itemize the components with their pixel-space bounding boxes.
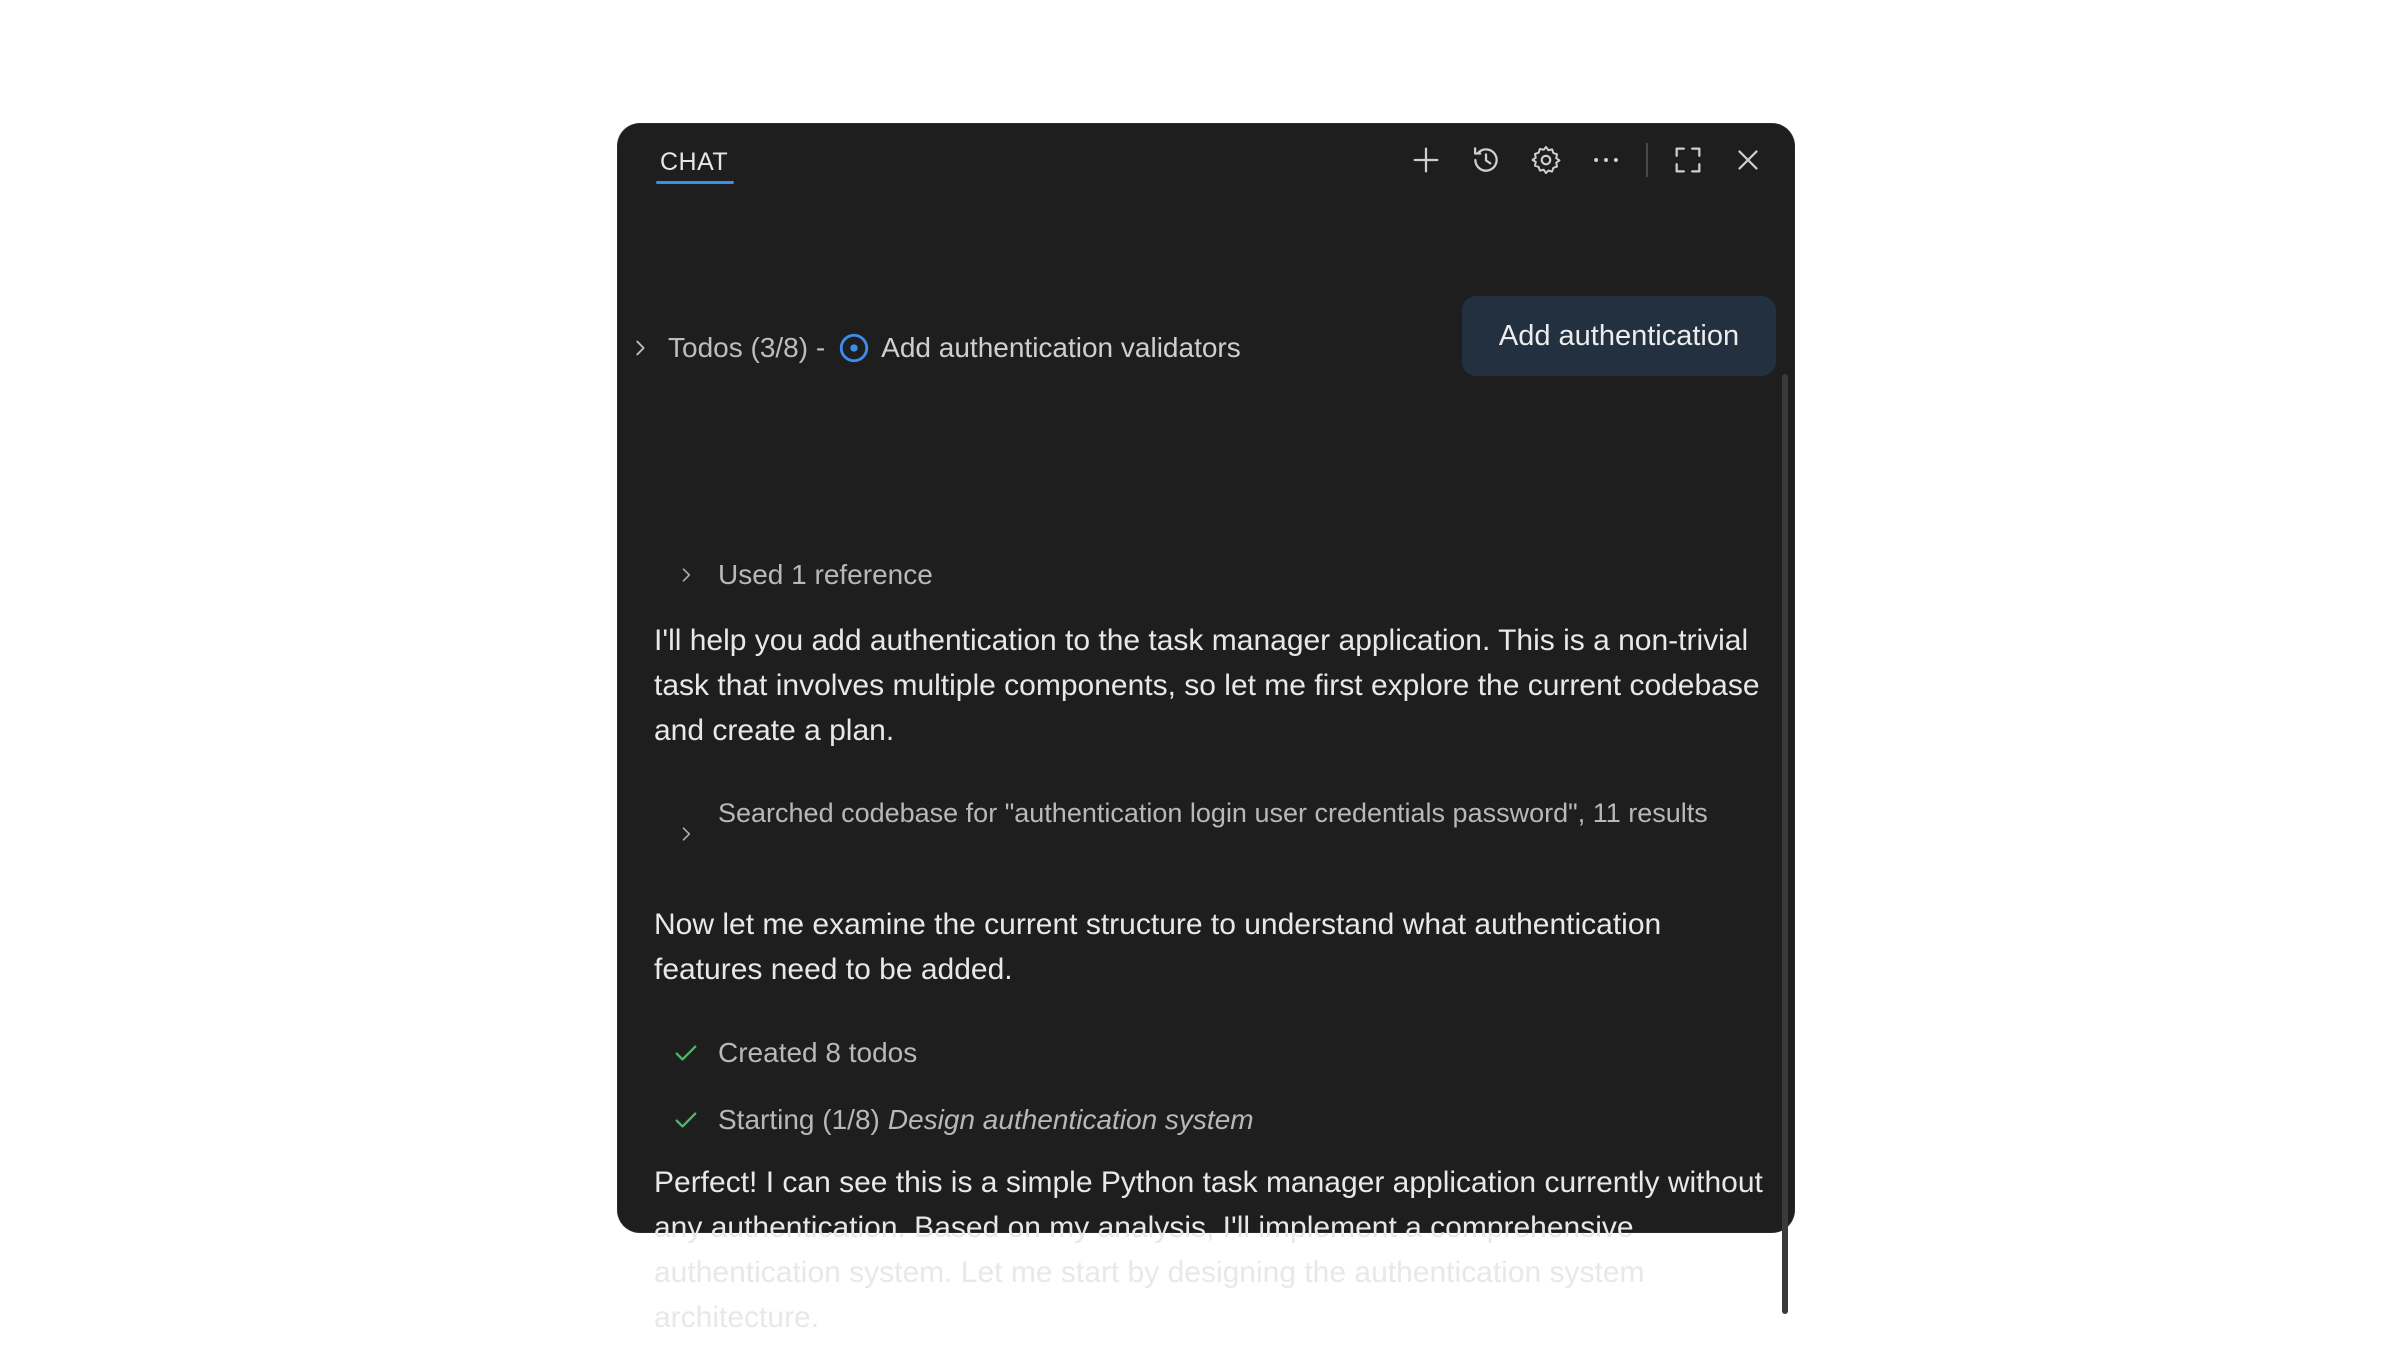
user-message-text: Add authentication [1498,319,1740,352]
title-actions [1390,136,1772,184]
chat-titlebar [618,124,1794,196]
todos-current-task: Add authentication validators [881,332,1241,363]
ellipsis-icon [1589,143,1623,177]
assistant-paragraph: Perfect! I can see this is a simple Python task manager application currently without any authentication. Based on my analysis, I'll implement a comprehensive authentication system. Let me start by designing the authentication system architecture. [654,1166,1763,1334]
history-button[interactable] [1462,136,1510,184]
assistant-paragraph: Now let me examine the current structure to understand what authentication features need to be added. [654,908,1662,986]
chevron-right-icon [668,792,704,855]
chevron-right-icon [626,337,654,359]
chat-panel [618,124,1794,1334]
assistant-paragraph: I'll help you add authentication to the task manager application. This is a non-trivial task that involves multiple components, so let me first explore the current codebase and create a plan. [654,624,1760,747]
tab-chat-label: CHAT [660,148,729,176]
todos-summary[interactable] [626,328,1241,368]
plus-icon [1409,143,1443,177]
starting-prefix: Starting (1/8) [718,1104,880,1135]
scrollbar[interactable] [1782,374,1788,1314]
check-icon [668,1099,704,1141]
search-result-toggle[interactable] [668,792,1708,855]
check-icon [668,1032,704,1074]
history-icon [1469,143,1503,177]
in-progress-icon [837,331,871,365]
more-actions-button[interactable] [1582,136,1630,184]
close-button[interactable] [1724,136,1772,184]
new-chat-button[interactable] [1402,136,1450,184]
close-icon [1731,143,1765,177]
references-label: Used 1 reference [718,559,933,590]
search-summary: Searched codebase for "authentication login user credentials password", 11 results [718,798,1708,828]
user-message [1462,296,1776,376]
toolbar-divider [1646,143,1648,177]
starting-task: Design authentication system [887,1104,1254,1135]
maximize-icon [1671,143,1705,177]
active-tab-indicator [656,181,734,184]
todos-label: Todos (3/8) - [668,332,826,363]
maximize-button[interactable] [1664,136,1712,184]
created-todos-item [668,1032,917,1074]
settings-button[interactable] [1522,136,1570,184]
created-todos-label: Created 8 todos [718,1037,918,1068]
tab-chat[interactable] [660,144,728,184]
gear-icon [1529,143,1563,177]
references-toggle[interactable] [668,554,933,596]
starting-todo-item [668,1099,1254,1141]
chevron-right-icon [668,554,704,596]
